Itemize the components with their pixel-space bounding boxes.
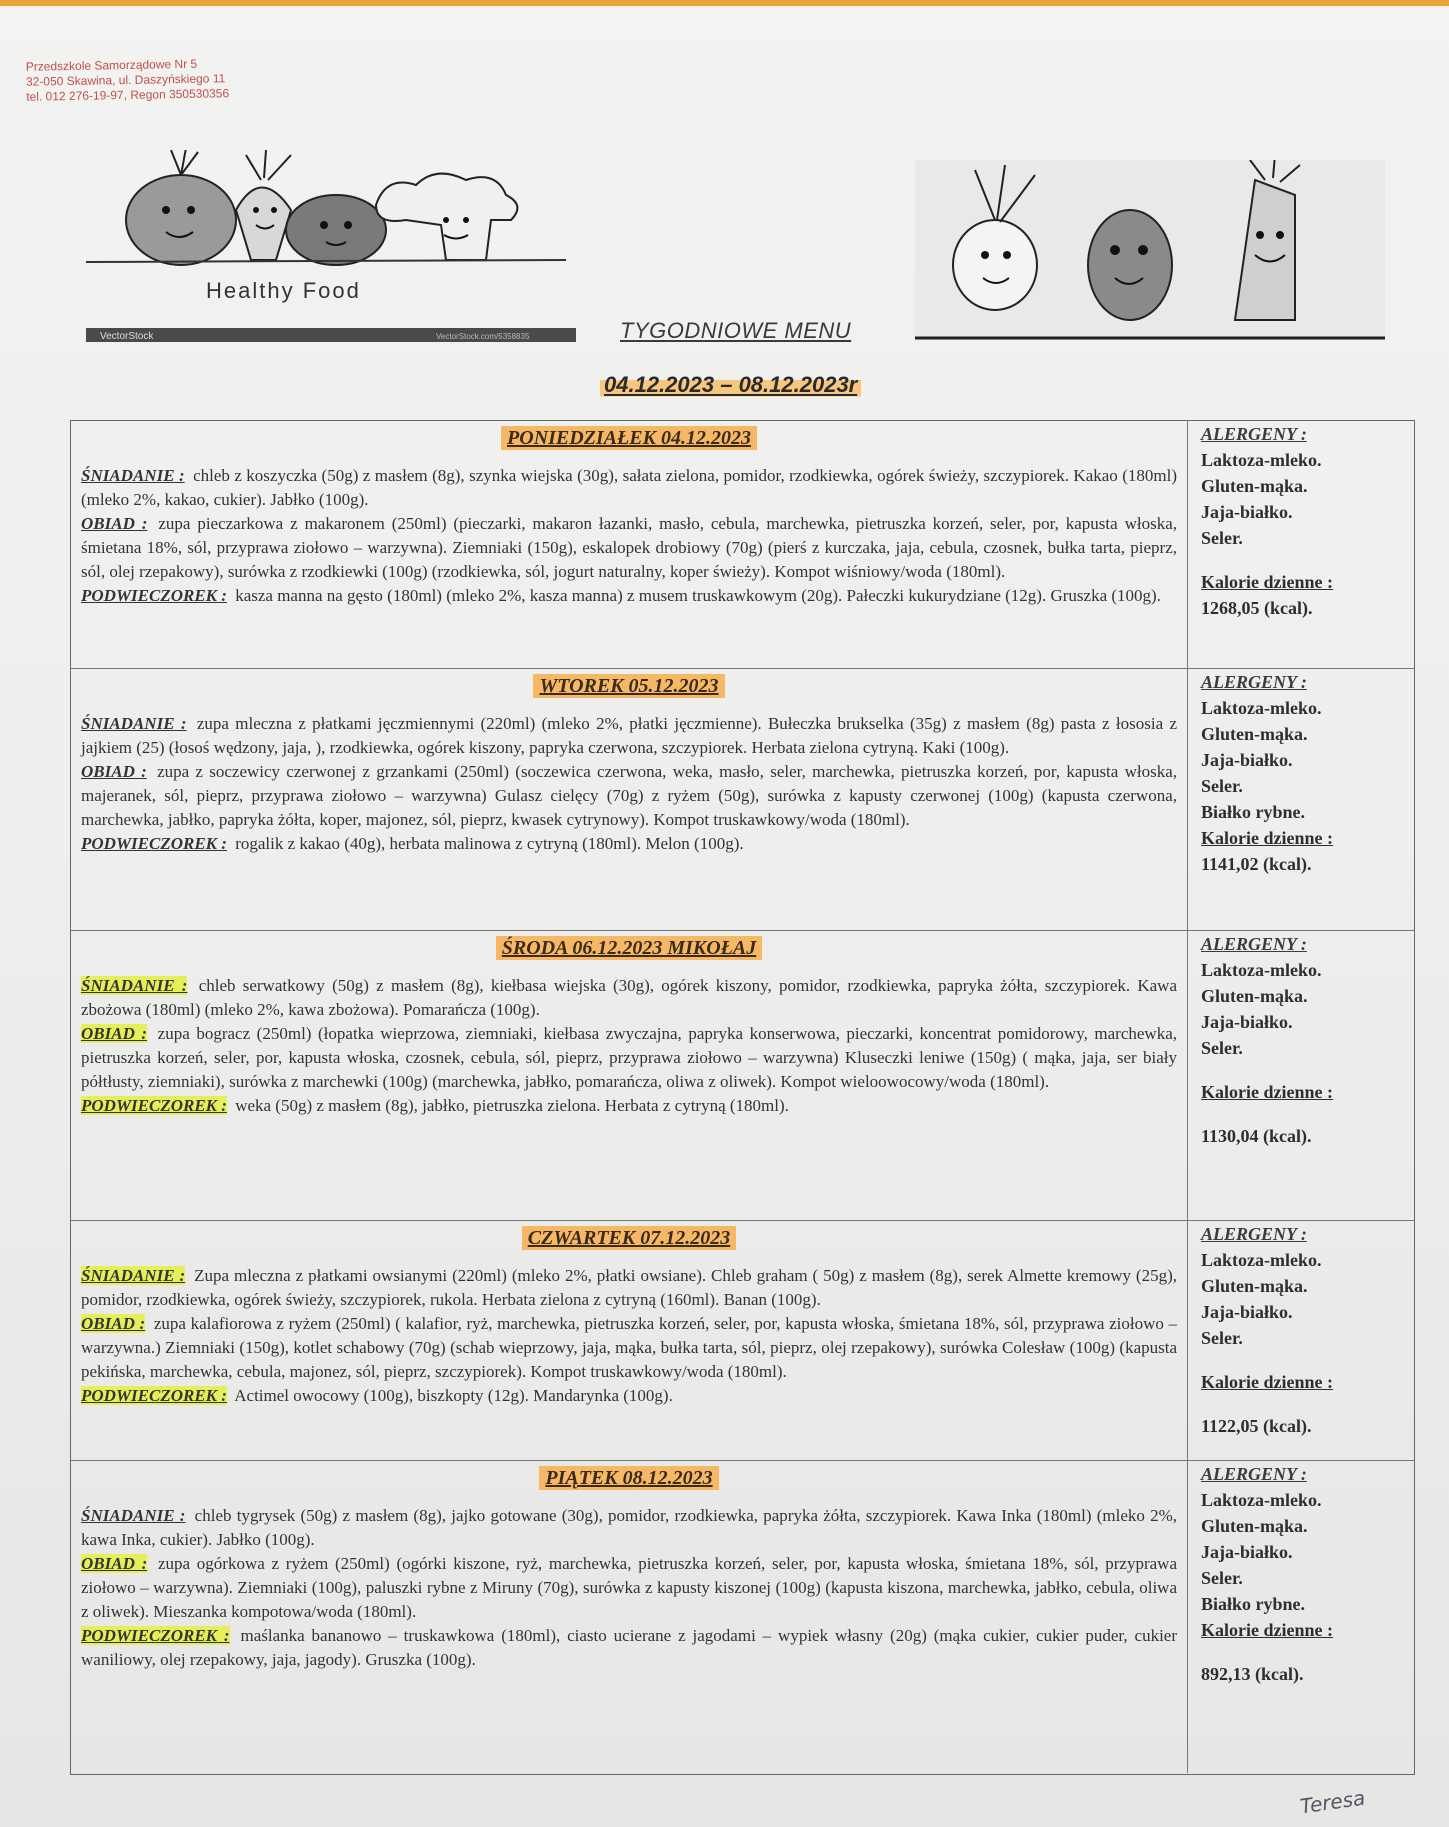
allergen-item: Gluten-mąka.: [1201, 1276, 1308, 1296]
breakfast-label: ŚNIADANIE :: [81, 466, 185, 485]
snack-label: PODWIECZOREK :: [81, 834, 227, 853]
lunch-label: OBIAD :: [81, 1314, 146, 1333]
day-row-friday: [71, 1461, 1414, 1773]
day-header: PONIEDZIAŁEK 04.12.2023: [81, 427, 1177, 450]
watermark-left: VectorStock: [100, 331, 154, 342]
day-row-monday: [71, 421, 1414, 669]
snack-label: PODWIECZOREK :: [81, 586, 227, 605]
calories-value: 1130,04 (kcal).: [1201, 1126, 1312, 1146]
allergen-item: Jaja-białko.: [1201, 750, 1293, 770]
allergen-item: Jaja-białko.: [1201, 1012, 1293, 1032]
allergen-item: Seler.: [1201, 776, 1243, 796]
meals-list: [81, 464, 1177, 608]
day-row-wednesday: [71, 931, 1414, 1221]
allergens-label: ALERGENY :: [1201, 1464, 1307, 1484]
allergen-item: Laktoza-mleko.: [1201, 450, 1322, 470]
calories-label: Kalorie dzienne :: [1201, 572, 1333, 592]
breakfast-text: chleb tygrysek (50g) z masłem (8g), jajko gotowane (30g), pomidor, rzodkiewka, papryka żółta, szczypiorek. Kawa Inka (180ml) (mleko 2%, kawa Inka, cukier). Jabłko (100g).: [81, 1506, 1178, 1549]
lunch-text: zupa bogracz (250ml) (łopatka wieprzowa, ziemniaki, kiełbasa zwyczajna, papryka konserwowa, pieczarki, koncentrat pomidorowy, marchewka, pietruszka korzeń, seler, por, kapusta włoska, czosnek, cebula, sól, pieprz, przyprawa ziołowo – warzywna) Kluseczki leniwe (150g) ( mąka, jaja, ser biały półtłusty, ziemniaki), surówka z marchewki (100g) (marchewka, jabłko, pomarańcza, oliwa z oliwek). Kompot wieloowocowy/woda (180ml).: [81, 1024, 1177, 1091]
lunch-label: OBIAD :: [81, 1024, 148, 1043]
day-allergens: [1191, 1461, 1414, 1773]
lunch: [81, 760, 1177, 832]
calories-value: 1122,05 (kcal).: [1201, 1416, 1312, 1436]
top-edge: [0, 0, 1449, 6]
lunch-text: zupa z soczewicy czerwonej z grzankami (250ml) (soczewica czerwona, weka, masło, seler, marchewka, pietruszka korzeń, por, kapusta włoska, majeranek, sól, pieprz, przyprawa ziołowo – warzywna) Gulasz cielęcy (70g) z ryżem (50g), surówka z kapusty czerwonej (100g) (kapusta czerwona, marchewka, jabłko, papryka żółta, koper, majonez, sól, pieprz, kwasek cytrynowy). Kompot truskawkowy/woda (180ml).: [81, 762, 1178, 829]
allergens-label: ALERGENY :: [1201, 1224, 1307, 1244]
calories-label: Kalorie dzienne :: [1201, 1082, 1333, 1102]
weekly-menu-table: [70, 420, 1415, 1775]
breakfast: [81, 464, 1177, 512]
allergen-item: Seler.: [1201, 1038, 1243, 1058]
date-range: 04.12.2023 – 08.12.2023r: [600, 372, 861, 398]
day-allergens: [1191, 1221, 1414, 1460]
day-meals: [71, 931, 1188, 1220]
lunch: [81, 512, 1177, 584]
breakfast: [81, 974, 1177, 1022]
lunch: [81, 1022, 1177, 1094]
allergen-item: Seler.: [1201, 528, 1243, 548]
day-header: WTOREK 05.12.2023: [81, 675, 1177, 698]
breakfast-text: chleb z koszyczka (50g) z masłem (8g), szynka wiejska (30g), sałata zielona, pomidor, rzodkiewka, ogórek świeży, szczypiorek. Kakao (180ml) (mleko 2%, kakao, cukier). Jabłko (100g).: [81, 466, 1177, 509]
allergen-item: Laktoza-mleko.: [1201, 960, 1322, 980]
snack-label: PODWIECZOREK :: [81, 1386, 227, 1405]
breakfast-label: ŚNIADANIE :: [81, 1266, 186, 1285]
page-title: TYGODNIOWE MENU: [620, 318, 852, 343]
school-address: 32-050 Skawina, ul. Daszyńskiego 11: [25, 71, 226, 89]
day-header: CZWARTEK 07.12.2023: [81, 1227, 1177, 1250]
day-header: ŚRODA 06.12.2023 MIKOŁAJ: [81, 937, 1177, 960]
calories-value: 892,13 (kcal).: [1201, 1664, 1304, 1684]
lunch-text: zupa ogórkowa z ryżem (250ml) (ogórki kiszone, ryż, marchewka, pietruszka korzeń, seler, por, kapusta włoska, śmietana 18%, sól, przyprawa ziołowo – warzywna). Ziemniaki (100g), paluszki rybne z Miruny (70g), surówka z kapusty kiszonej (100g) (kapusta kiszona, marchewka, jabłko, cebula, oliwa z oliwek). Mieszanka kompotowa/woda (180ml).: [81, 1554, 1178, 1621]
allergen-item: Gluten-mąka.: [1201, 724, 1308, 744]
breakfast-label: ŚNIADANIE :: [81, 976, 188, 995]
breakfast: [81, 712, 1177, 760]
snack-text: rogalik z kakao (40g), herbata malinowa z cytryną (180ml). Melon (100g).: [235, 834, 744, 853]
logo-caption: Healthy Food: [206, 278, 361, 303]
calories-label: Kalorie dzienne :: [1201, 1620, 1333, 1640]
allergen-item: Gluten-mąka.: [1201, 1516, 1308, 1536]
meals-list: [81, 1264, 1177, 1408]
day-row-tuesday: [71, 669, 1414, 931]
allergens-label: ALERGENY :: [1201, 424, 1307, 444]
day-meals: [71, 1461, 1188, 1773]
allergen-item: Jaja-białko.: [1201, 1302, 1293, 1322]
snack: [81, 1384, 1177, 1408]
allergen-item: Gluten-mąka.: [1201, 476, 1308, 496]
lunch-label: OBIAD :: [81, 1554, 148, 1573]
snack: [81, 584, 1177, 608]
healthy-food-logo: [86, 150, 586, 345]
allergen-item: Laktoza-mleko.: [1201, 1490, 1322, 1510]
allergens-label: ALERGENY :: [1201, 934, 1307, 954]
day-meals: [71, 669, 1188, 930]
day-allergens: [1191, 669, 1414, 930]
day-allergens: [1191, 931, 1414, 1220]
day-header: PIĄTEK 08.12.2023: [81, 1467, 1177, 1490]
watermark-right: VectorStock.com/5358835: [436, 332, 530, 341]
school-name: Przedszkole Samorządowe Nr 5: [25, 56, 198, 74]
breakfast-label: ŚNIADANIE :: [81, 1506, 186, 1525]
breakfast-label: ŚNIADANIE :: [81, 714, 187, 733]
breakfast-text: chleb serwatkowy (50g) z masłem (8g), kiełbasa wiejska (30g), ogórek kiszony, pomidor, rzodkiewka, papryka żółta, szczypiorek. Kawa zbożowa (180ml) (mleko 2%, kawa zbożowa). Pomarańcza (100g).: [81, 976, 1178, 1019]
snack: [81, 832, 1177, 856]
day-meals: [71, 421, 1188, 668]
allergen-item: Seler.: [1201, 1328, 1243, 1348]
allergen-item: Gluten-mąka.: [1201, 986, 1308, 1006]
meals-list: [81, 712, 1177, 856]
allergen-item: Laktoza-mleko.: [1201, 698, 1322, 718]
day-row-thursday: [71, 1221, 1414, 1461]
day-meals: [71, 1221, 1188, 1460]
allergen-item: Jaja-białko.: [1201, 1542, 1293, 1562]
snack-label: PODWIECZOREK :: [81, 1626, 230, 1645]
breakfast-text: Zupa mleczna z płatkami owsianymi (220ml) (mleko 2%, płatki owsiane). Chleb graham ( 50g) z masłem (8g), serek Almette kremowy (25g), pomidor, rzodkiewka, ogórek świeży, szczypiorek, rukola. Herbata zielona z cytryną (160ml). Banan (100g).: [81, 1266, 1177, 1309]
meals-list: [81, 1504, 1177, 1672]
school-stamp: [26, 56, 230, 105]
snack-text: Actimel owocowy (100g), biszkopty (12g). Mandarynka (100g).: [234, 1386, 673, 1405]
lunch: [81, 1312, 1177, 1384]
school-phone: tel. 012 276-19-97, Regon 350530356: [26, 86, 230, 104]
snack-label: PODWIECZOREK :: [81, 1096, 227, 1115]
handwritten-signature: Teresa: [1298, 1785, 1367, 1819]
snack-text: kasza manna na gęsto (180ml) (mleko 2%, kasza manna) z musem truskawkowym (20g). Pałeczki kukurydziane (12g). Gruszka (100g).: [235, 586, 1161, 605]
allergen-item: Seler.: [1201, 1568, 1243, 1588]
allergen-item: Białko rybne.: [1201, 802, 1306, 822]
lunch-label: OBIAD :: [81, 514, 148, 533]
meals-list: [81, 974, 1177, 1118]
allergen-item: Jaja-białko.: [1201, 502, 1293, 522]
day-allergens: [1191, 421, 1414, 668]
breakfast: [81, 1504, 1177, 1552]
lunch-label: OBIAD :: [81, 762, 147, 781]
snack: [81, 1624, 1177, 1672]
breakfast: [81, 1264, 1177, 1312]
breakfast-text: zupa mleczna z płatkami jęczmiennymi (220ml) (mleko 2%, płatki jęczmienne). Bułeczka brukselka (35g) z masłem (8g) pasta z łososia z jajkiem (25) (łosoś wędzony, jaja, ), rzodkiewka, ogórek kiszony, papryka czerwona, szczypiorek. Herbata zielona cytryną. Kaki (100g).: [81, 714, 1178, 757]
calories-value: 1268,05 (kcal).: [1201, 598, 1313, 618]
allergen-item: Laktoza-mleko.: [1201, 1250, 1322, 1270]
vegetable-characters-illustration: [915, 160, 1385, 340]
lunch-text: zupa pieczarkowa z makaronem (250ml) (pieczarki, makaron łazanki, masło, cebula, marchewka, pietruszka korzeń, seler, por, kapusta włoska, śmietana 18%, sól, przyprawa ziołowo – warzywna). Ziemniaki (150g), eskalopek drobiowy (70g) (pierś z kurczaka, jaja, cebula, czosnek, bułka tarta, pieprz, sól, olej rzepakowy), surówka z rzodkiewki (100g) (rzodkiewka, sól, jogurt naturalny, koper świeży). Kompot wiśniowy/woda (180ml).: [81, 514, 1177, 581]
snack-text: maślanka bananowo – truskawkowa (180ml), ciasto ucierane z jagodami – wypiek własny (20g) (mąka cukier, cukier puder, cukier waniliowy, olej rzepakowy, jaja, jagody). Gruszka (100g).: [81, 1626, 1178, 1669]
lunch-text: zupa kalafiorowa z ryżem (250ml) ( kalafior, ryż, marchewka, pietruszka korzeń, seler, por, kapusta włoska, śmietana 18%, sól, przyprawa ziołowo – warzywna.) Ziemniaki (150g), kotlet schabowy (70g) (schab wieprzowy, jaja, mąka, bułka tarta, sól, pieprz, olej rzepakowy), surówka Colesław (100g) (kapusta pekińska, marchewka, cebula, majonez, sól, pieprz, szczypiorek). Kompot truskawkowy/woda (180ml).: [81, 1314, 1178, 1381]
snack-text: weka (50g) z masłem (8g), jabłko, pietruszka zielona. Herbata z cytryną (180ml).: [235, 1096, 789, 1115]
allergen-item: Białko rybne.: [1201, 1594, 1306, 1614]
snack: [81, 1094, 1177, 1118]
calories-value: 1141,02 (kcal).: [1201, 854, 1312, 874]
calories-label: Kalorie dzienne :: [1201, 1372, 1333, 1392]
calories-label: Kalorie dzienne :: [1201, 828, 1333, 848]
allergens-label: ALERGENY :: [1201, 672, 1307, 692]
lunch: [81, 1552, 1177, 1624]
